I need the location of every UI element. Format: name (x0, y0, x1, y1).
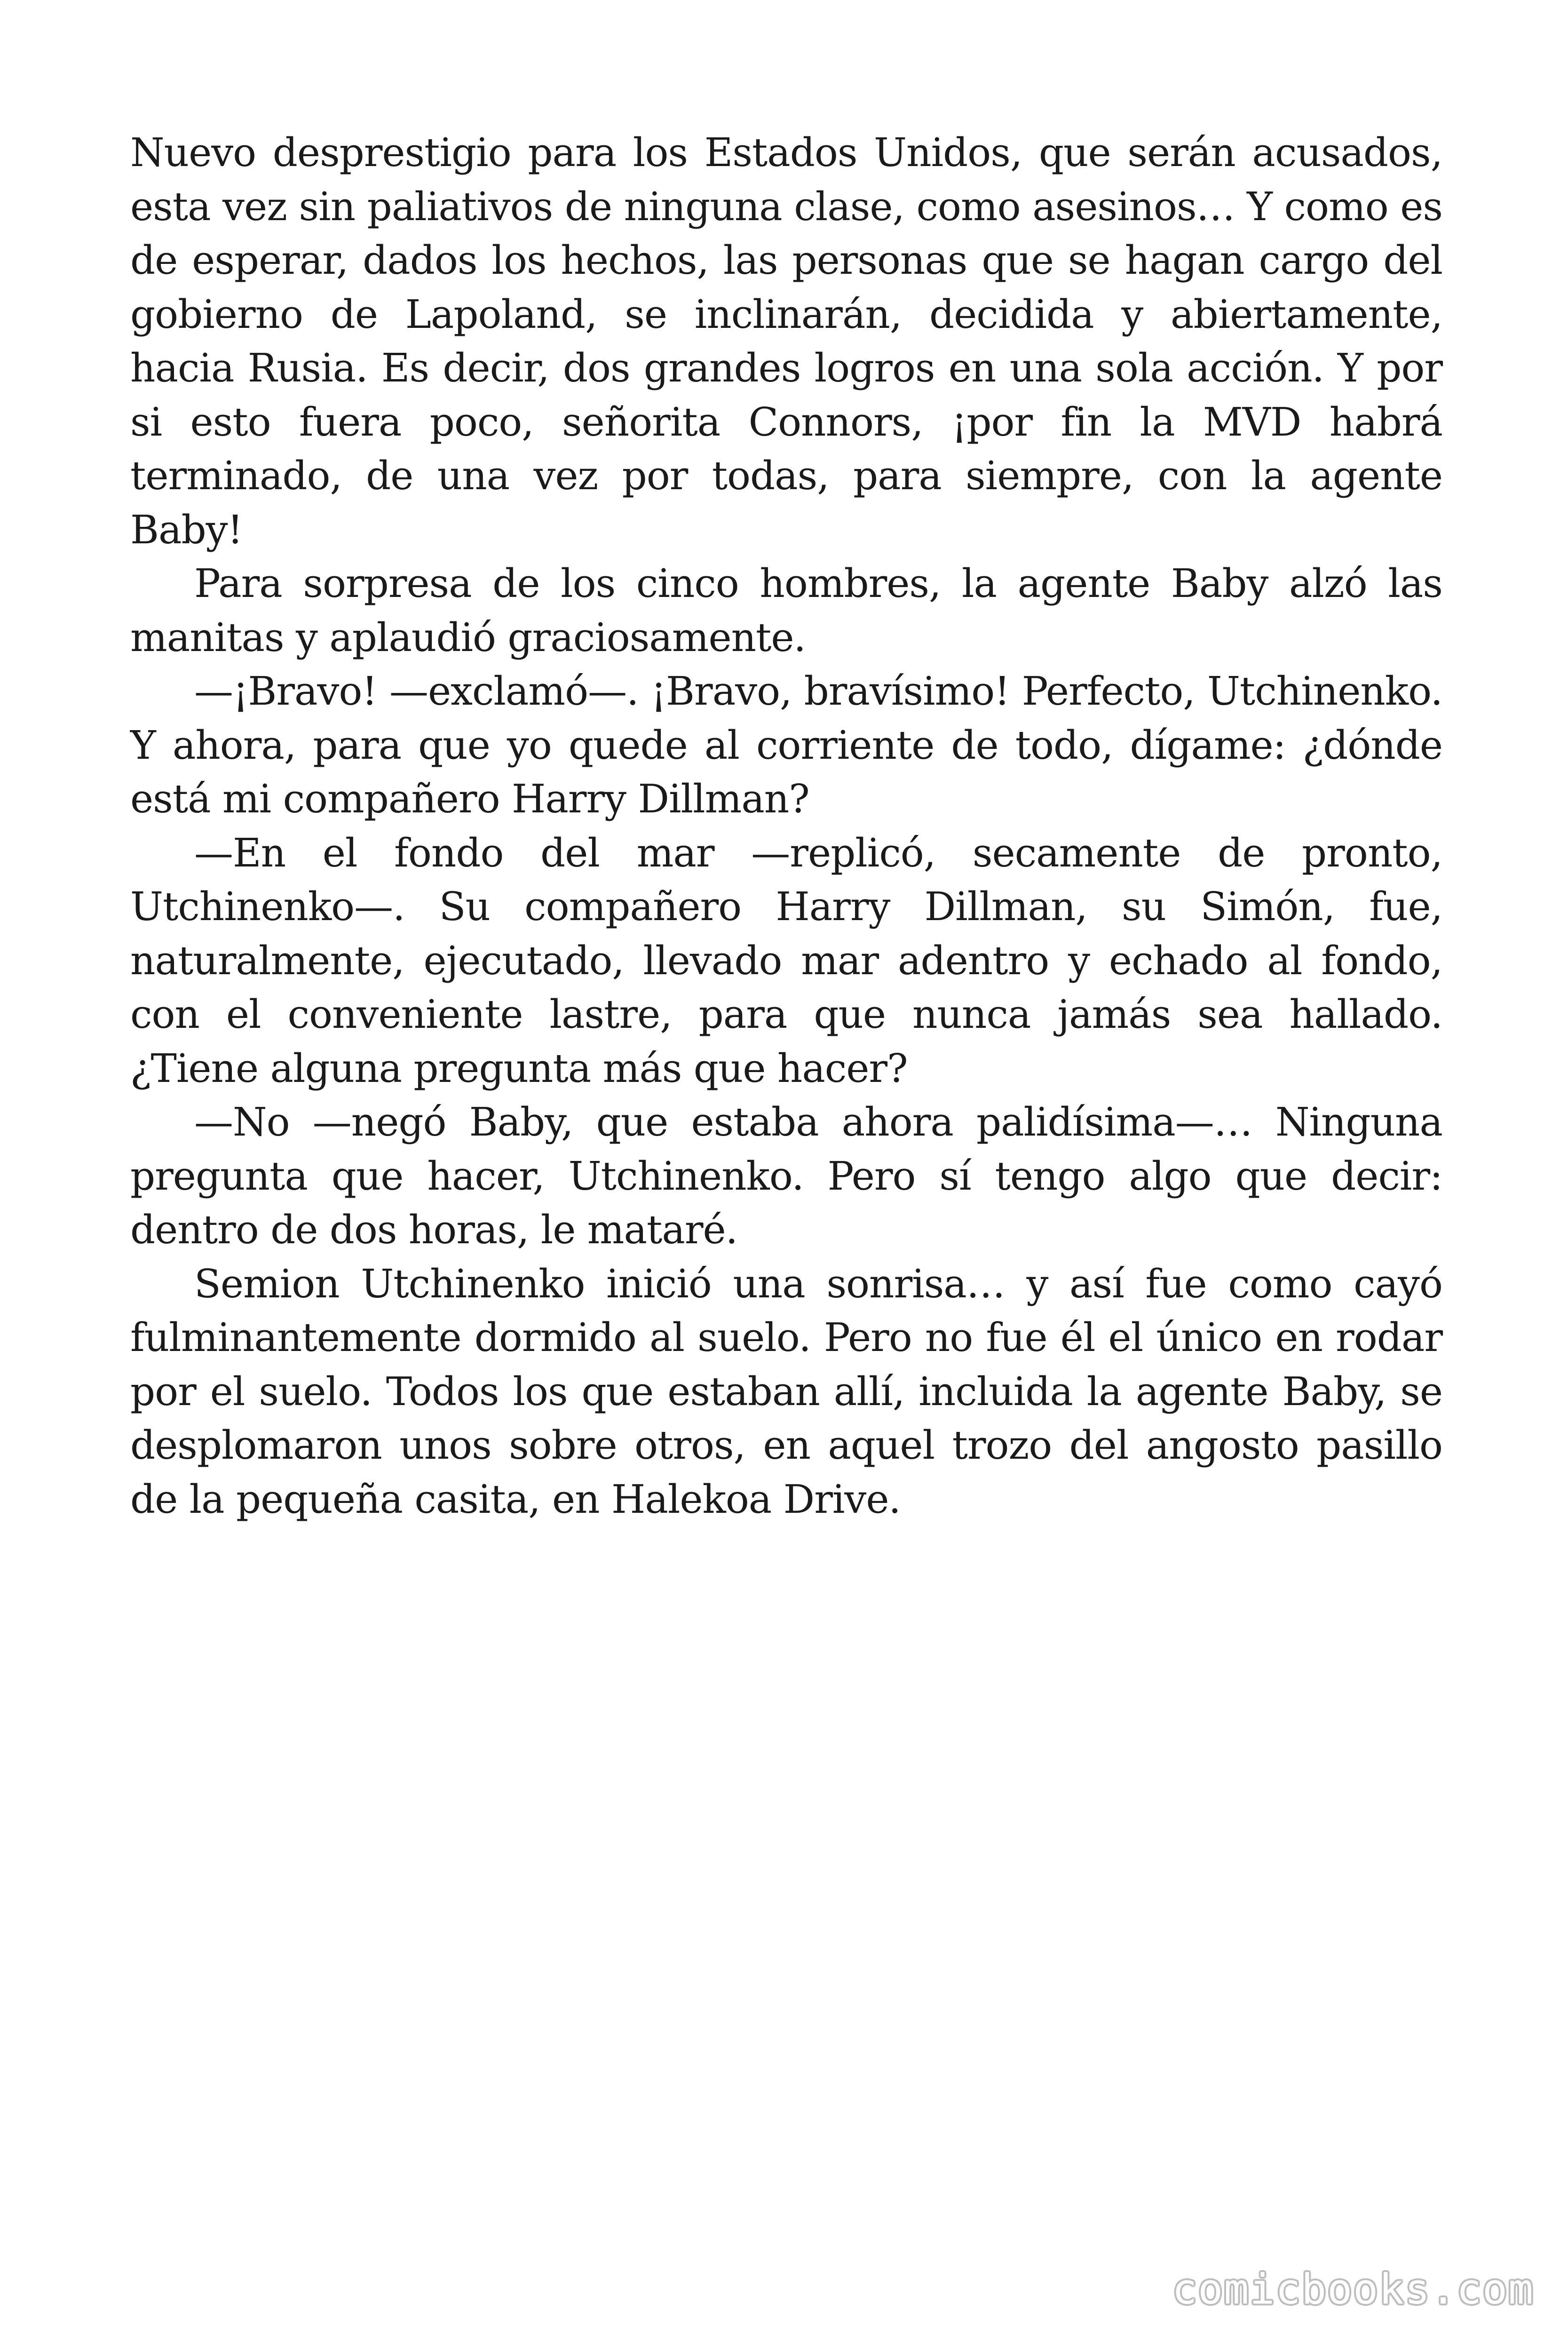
body-text (130, 126, 1442, 1526)
paragraph-3: —¡Bravo! —exclamó—. ¡Bravo, bravísimo! Perfecto, Utchinenko. Y ahora, para que yo quede al corriente de todo, dígame: ¿dónde está mi compañero Harry Dillman? (130, 668, 1442, 822)
paragraph-5: —No —negó Baby, que estaba ahora palidísima—… Ninguna pregunta que hacer, Utchinenko. Pero sí tengo algo que decir: dentro de dos horas, le mataré. (130, 1099, 1442, 1253)
paragraph-2: Para sorpresa de los cinco hombres, la agente Baby alzó las manitas y aplaudió graciosamente. (130, 561, 1442, 660)
paragraph-6: Semion Utchinenko inició una sonrisa… y así fue como cayó fulminantemente dormido al suelo. Pero no fue él el único en rodar por el suelo. Todos los que estaban allí, incluida la agente Baby, se desplomaron unos sobre otros, en aquel trozo del angosto pasillo de la pequeña casita, en Halekoa Drive. (130, 1261, 1442, 1522)
watermark: comicbooks.com (1172, 2265, 1534, 2313)
paragraph-1: Nuevo desprestigio para los Estados Unidos, que serán acusados, esta vez sin paliativos de ninguna clase, como asesinos… Y como es de esperar, dados los hechos, las personas que se hagan cargo del gobierno de Lapoland, se inclinarán, decidida y abiertamente, hacia Rusia. Es decir, dos grandes logros en una sola acción. Y por si esto fuera poco, señorita Connors, ¡por fin la MVD habrá terminado, de una vez por todas, para siempre, con la agente Baby! (130, 130, 1442, 553)
paragraph-4: —En el fondo del mar —replicó, secamente de pronto, Utchinenko—. Su compañero Harry Dillman, su Simón, fue, naturalmente, ejecutado, llevado mar adentro y echado al fondo, con el conveniente lastre, para que nunca jamás sea hallado. ¿Tiene alguna pregunta más que hacer? (130, 830, 1442, 1091)
